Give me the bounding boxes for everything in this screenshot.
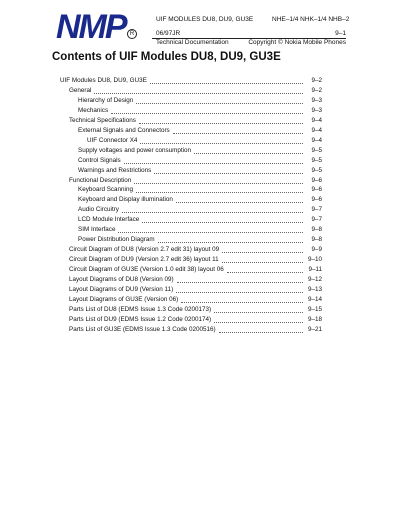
toc-entry bbox=[69, 245, 322, 254]
toc-entry-page: 9–18 bbox=[307, 315, 322, 323]
toc-leader-dots bbox=[142, 216, 303, 223]
toc-entry bbox=[78, 156, 322, 165]
toc-entry-label: Layout Diagrams of DU8 (Version 09) bbox=[69, 276, 174, 283]
toc-entry-label: LCD Module Interface bbox=[78, 216, 140, 224]
toc-leader-dots bbox=[222, 256, 303, 263]
toc-leader-dots bbox=[194, 147, 303, 154]
toc-leader-dots bbox=[177, 276, 303, 283]
toc-entry bbox=[69, 86, 322, 95]
toc-entry-label: General bbox=[69, 86, 92, 94]
toc-entry bbox=[78, 205, 322, 214]
toc-leader-dots bbox=[150, 77, 303, 84]
toc-entry-page: 9–8 bbox=[311, 236, 322, 244]
toc-entry-page: 9–13 bbox=[307, 285, 322, 293]
toc-entry bbox=[78, 126, 322, 135]
toc-leader-dots bbox=[136, 97, 303, 104]
registered-mark: R bbox=[127, 29, 137, 39]
toc-entry bbox=[69, 305, 322, 314]
toc-leader-dots bbox=[118, 226, 303, 233]
toc-entry-page: 9–2 bbox=[311, 77, 322, 84]
toc-entry-page: 9–10 bbox=[307, 256, 322, 264]
toc-leader-dots bbox=[122, 206, 303, 213]
toc-entry-page: 9–5 bbox=[311, 156, 322, 164]
toc-leader-dots bbox=[176, 286, 303, 293]
toc-leader-dots bbox=[111, 107, 303, 114]
toc-entry-page: 9–4 bbox=[311, 116, 322, 124]
toc-entry-label: Circuit Diagram of GU3E (Version 1.0 edit 38) layout 06 bbox=[69, 266, 224, 274]
toc-leader-dots bbox=[140, 137, 303, 144]
copyright: Copyright © Nokia Mobile Phones bbox=[248, 39, 346, 46]
toc-leader-dots bbox=[134, 177, 303, 184]
toc-entry-label: Layout Diagrams of GU3E (Version 06) bbox=[69, 295, 179, 303]
toc-leader-dots bbox=[124, 157, 303, 164]
toc-entry bbox=[78, 146, 322, 155]
toc-entry-page: 9–14 bbox=[307, 295, 322, 303]
toc-entry-page: 9–3 bbox=[311, 106, 322, 114]
toc-entry-label: SIM Interface bbox=[78, 226, 116, 234]
toc-entry-label: UIF Connector X4 bbox=[87, 136, 138, 144]
toc-leader-dots bbox=[181, 296, 303, 303]
toc-entry-page: 9–12 bbox=[307, 276, 322, 283]
toc-entry-page: 9–9 bbox=[311, 246, 322, 254]
toc-leader-dots bbox=[219, 326, 303, 333]
toc-entry-page: 9–11 bbox=[308, 266, 322, 274]
toc-leader-dots bbox=[227, 266, 303, 273]
page-title: Contents of UIF Modules DU8, DU9, GU3E bbox=[52, 51, 281, 63]
toc-entry bbox=[78, 235, 322, 244]
toc-entry bbox=[69, 176, 322, 185]
toc-entry bbox=[78, 166, 322, 175]
toc-entry-label: External Signals and Connectors bbox=[78, 126, 170, 134]
toc-entry bbox=[78, 215, 322, 224]
toc-entry-page: 9–4 bbox=[311, 126, 322, 134]
toc-entry bbox=[69, 255, 322, 264]
doc-title: UIF MODULES DU8, DU9, GU3E bbox=[156, 16, 254, 23]
toc-entry-page: 9–3 bbox=[311, 96, 322, 104]
toc-entry-page: 9–15 bbox=[307, 305, 322, 313]
toc-entry bbox=[78, 106, 322, 115]
toc-entry-label: Power Distribution Diagram bbox=[78, 236, 155, 244]
toc-entry-label: Technical Specifications bbox=[69, 116, 136, 124]
nmp-logo bbox=[56, 8, 152, 46]
toc-entry bbox=[78, 195, 322, 204]
toc-leader-dots bbox=[214, 306, 303, 313]
toc-entry-label: Layout Diagrams of DU9 (Version 11) bbox=[69, 285, 174, 293]
toc-entry bbox=[69, 295, 322, 304]
toc-entry bbox=[69, 116, 322, 125]
toc-entry-page: 9–5 bbox=[311, 166, 322, 174]
toc-entry-page: 9–8 bbox=[311, 226, 322, 234]
toc-leader-dots bbox=[94, 87, 303, 94]
toc-entry-page: 9–2 bbox=[311, 86, 322, 94]
section-label: Technical Documentation bbox=[156, 39, 229, 46]
toc-entry bbox=[69, 275, 322, 284]
doc-date: 06/97JR bbox=[156, 30, 181, 37]
toc-leader-dots bbox=[214, 316, 303, 323]
toc-leader-dots bbox=[176, 196, 303, 203]
toc-entry-label: UIF Modules DU8, DU9, GU3E bbox=[60, 77, 147, 84]
toc-entry-label: Functional Description bbox=[69, 176, 132, 184]
toc-entry bbox=[78, 185, 322, 194]
toc-entry-label: Mechanics bbox=[78, 106, 109, 114]
toc-entry-label: Circuit Diagram of DU8 (Version 2.7 edit 31) layout 09 bbox=[69, 246, 220, 254]
toc-entry-label: Circuit Diagram of DU9 (Version 2.7 edit 36) layout 11 bbox=[69, 256, 219, 264]
toc-leader-dots bbox=[154, 167, 303, 174]
toc-entry-page: 9–7 bbox=[311, 206, 322, 214]
logo-text: NMP bbox=[56, 8, 126, 46]
toc-entry-label: Warnings and Restrictions bbox=[78, 166, 152, 174]
toc-entry-label: Control Signals bbox=[78, 156, 121, 164]
toc-entry-page: 9–5 bbox=[311, 146, 322, 154]
toc-entry bbox=[78, 96, 322, 105]
toc-entry-label: Hierarchy of Design bbox=[78, 96, 134, 104]
toc-entry-page: 9–6 bbox=[311, 176, 322, 184]
doc-codes: NHE–1/4 NHK–1/4 NHB–2 bbox=[272, 16, 350, 23]
toc-entry-page: 9–4 bbox=[311, 136, 322, 144]
toc-entry-label: Parts List of GU3E (EDMS Issue 1.3 Code 0200516) bbox=[69, 325, 216, 333]
toc-entry-page: 9–7 bbox=[311, 216, 322, 224]
toc-leader-dots bbox=[222, 246, 303, 253]
toc-entry bbox=[69, 325, 322, 334]
toc-entry bbox=[60, 76, 322, 85]
toc-entry bbox=[69, 315, 322, 324]
toc-leader-dots bbox=[173, 127, 303, 134]
toc-entry-page: 9–6 bbox=[311, 186, 322, 194]
page-number: 9–1 bbox=[335, 30, 346, 37]
toc-entry bbox=[69, 265, 322, 274]
toc-entry-page: 9–6 bbox=[311, 196, 322, 204]
toc-entry bbox=[87, 136, 322, 145]
toc-entry-label: Supply voltages and power consumption bbox=[78, 146, 192, 154]
toc-entry-label: Parts List of DU8 (EDMS Issue 1.3 Code 0200173) bbox=[69, 305, 212, 313]
toc-entry-label: Keyboard Scanning bbox=[78, 186, 133, 194]
toc-leader-dots bbox=[136, 186, 303, 193]
toc-leader-dots bbox=[158, 236, 303, 243]
toc-entry-label: Parts List of DU9 (EDMS Issue 1.2 Code 0200174) bbox=[69, 315, 212, 323]
toc-entry bbox=[78, 225, 322, 234]
toc-entry-page: 9–21 bbox=[307, 325, 322, 333]
toc-leader-dots bbox=[139, 117, 303, 124]
toc-entry-label: Audio Circuitry bbox=[78, 206, 119, 214]
toc-entry bbox=[69, 285, 322, 294]
toc-entry-label: Keyboard and Display illumination bbox=[78, 196, 173, 204]
